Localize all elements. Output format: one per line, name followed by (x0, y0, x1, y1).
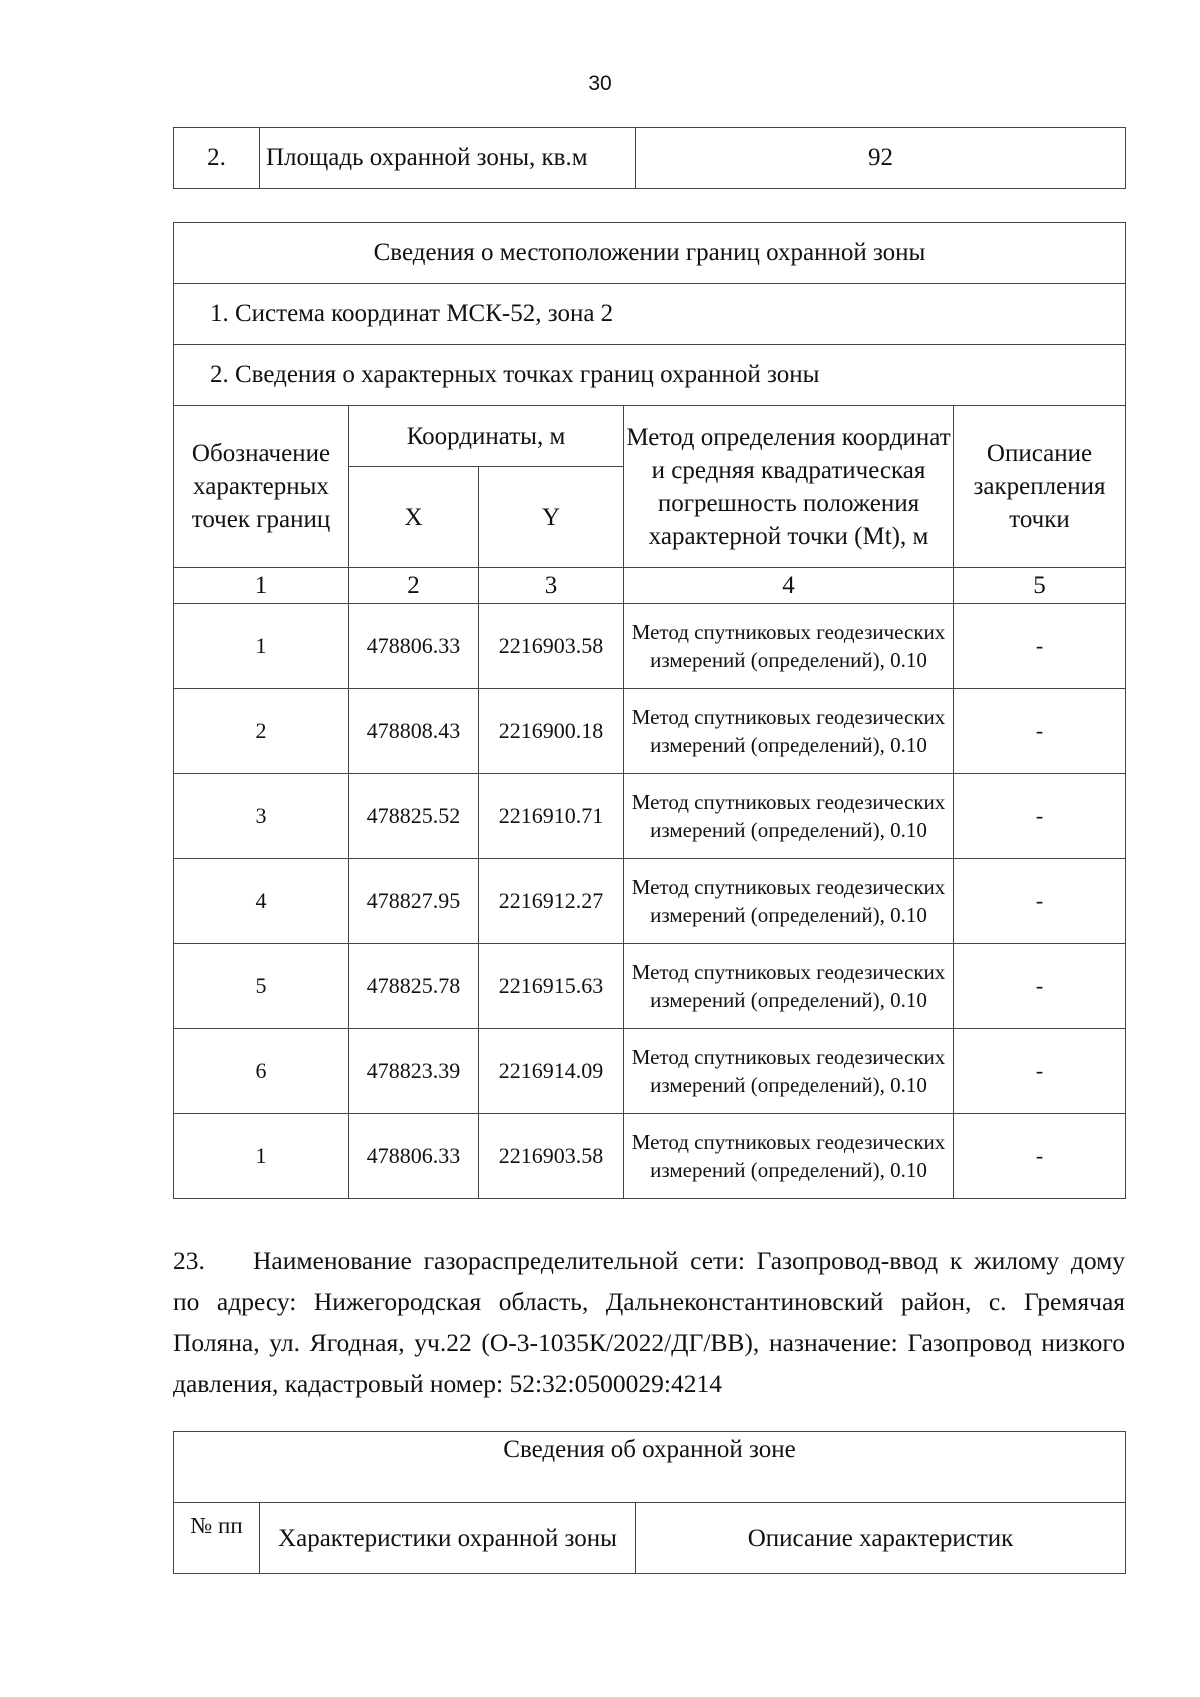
table-row (174, 1029, 1126, 1114)
zone-table-title: Сведения об охранной зоне (174, 1432, 1126, 1503)
header-characteristics: Характеристики охранной зоны (260, 1503, 636, 1574)
table-row (174, 1432, 1126, 1503)
header-row-number: № пп (174, 1503, 260, 1574)
column-number: 2 (349, 568, 479, 604)
table-row (174, 859, 1126, 944)
header-method: Метод определения координат и средняя квадратическая погрешность положения характерной точки (Mt), м (624, 406, 954, 568)
point-id: 2 (174, 689, 349, 774)
table-header-row (174, 406, 1126, 467)
coord-x: 478808.43 (349, 689, 479, 774)
table-row (174, 944, 1126, 1029)
point-id: 1 (174, 604, 349, 689)
header-designation: Обозначение характерных точек границ (174, 406, 349, 568)
point-id: 1 (174, 1114, 349, 1199)
header-characteristics-description: Описание характеристик (636, 1503, 1126, 1574)
boundary-table (173, 222, 1126, 1199)
point-id: 4 (174, 859, 349, 944)
column-number: 1 (174, 568, 349, 604)
boundary-table-title: Сведения о местоположении границ охранной зоны (174, 223, 1126, 284)
fixing-description: - (954, 859, 1126, 944)
coord-x: 478827.95 (349, 859, 479, 944)
fixing-description: - (954, 774, 1126, 859)
method-cell: Метод спутниковых геодезических измерений (определений), 0.10 (624, 689, 954, 774)
coord-y: 2216903.58 (479, 1114, 624, 1199)
column-number: 4 (624, 568, 954, 604)
area-row-number: 2. (174, 128, 260, 189)
coord-y: 2216900.18 (479, 689, 624, 774)
table-row (174, 1114, 1126, 1199)
coord-y: 2216915.63 (479, 944, 624, 1029)
method-cell: Метод спутниковых геодезических измерений (определений), 0.10 (624, 774, 954, 859)
fixing-description: - (954, 1114, 1126, 1199)
method-cell: Метод спутниковых геодезических измерений (определений), 0.10 (624, 604, 954, 689)
network-paragraph (173, 1240, 1125, 1404)
paragraph-number: 23. (173, 1246, 205, 1275)
coord-x: 478825.78 (349, 944, 479, 1029)
header-y: Y (479, 467, 624, 568)
table-row (174, 774, 1126, 859)
fixing-description: - (954, 689, 1126, 774)
coord-x: 478806.33 (349, 1114, 479, 1199)
table-row (174, 604, 1126, 689)
fixing-description: - (954, 604, 1126, 689)
point-id: 3 (174, 774, 349, 859)
table-row (174, 128, 1126, 189)
paragraph-text: Наименование газораспределительной сети: Газопровод-ввод к жилому дому по адресу: Нижегородская область, Дальнеконстантиновский район, с. Гремячая Поляна, ул. Ягодная, уч.22 (О-3-1035К/2022/ДГ/ВВ), назначение: Газопровод низкого давления, кадастровый номер: 52:32:0500029:4214 (173, 1246, 1125, 1398)
coord-y: 2216912.27 (479, 859, 624, 944)
column-number: 3 (479, 568, 624, 604)
point-id: 5 (174, 944, 349, 1029)
area-value: 92 (636, 128, 1126, 189)
method-cell: Метод спутниковых геодезических измерений (определений), 0.10 (624, 1029, 954, 1114)
coord-y: 2216910.71 (479, 774, 624, 859)
header-x: X (349, 467, 479, 568)
coordinate-system: 1. Система координат МСК-52, зона 2 (174, 284, 1126, 345)
table-row (174, 689, 1126, 774)
header-coordinates: Координаты, м (349, 406, 624, 467)
fixing-description: - (954, 1029, 1126, 1114)
coord-x: 478806.33 (349, 604, 479, 689)
column-number: 5 (954, 568, 1126, 604)
header-description: Описание закрепления точки (954, 406, 1126, 568)
coord-x: 478823.39 (349, 1029, 479, 1114)
coord-x: 478825.52 (349, 774, 479, 859)
table-row (174, 284, 1126, 345)
table-row (174, 223, 1126, 284)
fixing-description: - (954, 944, 1126, 1029)
points-section-title: 2. Сведения о характерных точках границ охранной зоны (174, 345, 1126, 406)
column-number-row (174, 568, 1126, 604)
coord-y: 2216914.09 (479, 1029, 624, 1114)
zone-table (173, 1431, 1126, 1574)
page-number: 30 (588, 72, 612, 95)
coord-y: 2216903.58 (479, 604, 624, 689)
area-label: Площадь охранной зоны, кв.м (260, 128, 636, 189)
method-cell: Метод спутниковых геодезических измерений (определений), 0.10 (624, 859, 954, 944)
method-cell: Метод спутниковых геодезических измерений (определений), 0.10 (624, 1114, 954, 1199)
area-table (173, 127, 1126, 189)
method-cell: Метод спутниковых геодезических измерений (определений), 0.10 (624, 944, 954, 1029)
point-id: 6 (174, 1029, 349, 1114)
table-row (174, 345, 1126, 406)
table-header-row (174, 1503, 1126, 1574)
